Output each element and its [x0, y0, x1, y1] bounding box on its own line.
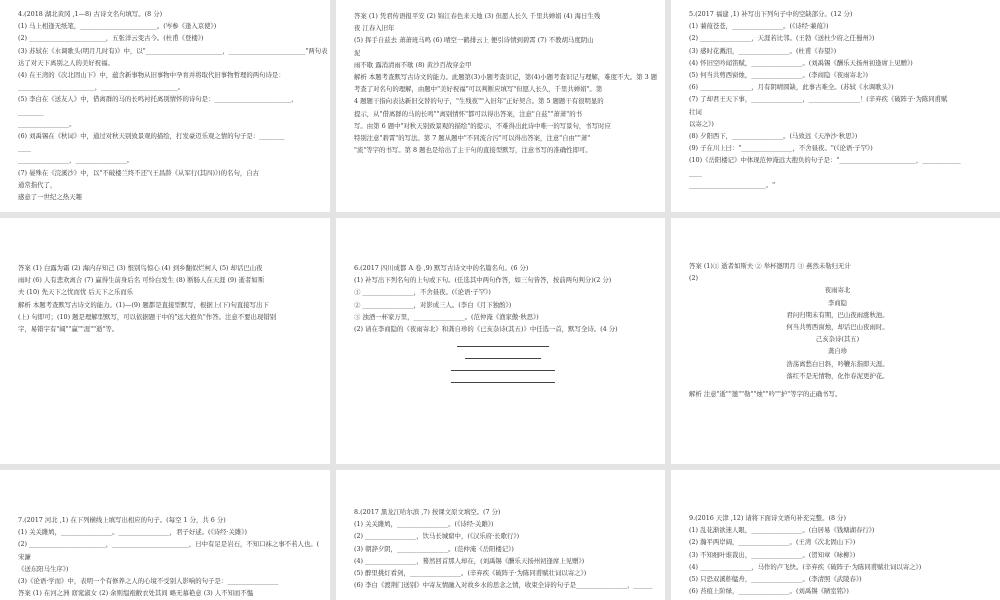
- poem-title: 夜雨寄北: [824, 286, 851, 295]
- question-item: (2) ________________，饮马长城窟中，(《汉乐府·长歌行》): [354, 532, 520, 541]
- answer-line: [451, 359, 555, 371]
- question-item: ____: [18, 144, 31, 153]
- question-item: (6) ________________，月有阴晴圆缺，此事古难全。(苏轼《水调歌头》): [689, 83, 894, 92]
- question-item: (5) 醉里挑灯看剑，________________。(辛弃疾《破阵子·为陈同甫赋壮词以寄之》): [354, 569, 587, 578]
- explanation-text: 字，易错字有"阔""赢""涯""逝"等。: [18, 325, 119, 334]
- question-item: (6) 刘禹锡在《秋词》中，通过对秋天别致景观的描绘，打发豪迈乐观之情的句子是：________: [18, 132, 285, 141]
- question-item: (3) 朝辞夕阴，________________。(范仲淹《岳阳楼记》): [354, 544, 514, 553]
- question-item: ________________，________________。: [18, 156, 134, 165]
- question-item: (3)《论语·学而》中，表明一个有修养之人的心境不受别人影响的句子是：________________: [18, 577, 279, 586]
- question-item: ② ________________，对影成三人。(李白《月下独酌》): [354, 300, 512, 309]
- question-title: 9.(2016 天津 ,12) 请将下面诗文语句补充完整。(8 分): [689, 514, 846, 522]
- question-item: (8) 夕阳西下，________________。(马致远《天净沙·秋思》): [689, 132, 858, 141]
- answer-text: 夜 江春入旧年: [354, 24, 395, 33]
- panel-question-8: [336, 470, 665, 600]
- explanation-text: 特别注意"碧霄"的写法。第 7 题从题中"不同流合污"可以得出答案，注意"自由""萧": [354, 134, 591, 143]
- answer-line: [451, 371, 555, 383]
- question-item: 感意了一世纪之热天趣: [18, 193, 82, 202]
- panel-question-6: [336, 218, 665, 464]
- question-item: (1) 关关雎鸠，________________。________________，君子好逑。(《诗经·关雎》): [18, 528, 247, 537]
- question-item: 《送东阳马生序》): [18, 564, 69, 573]
- question-item: (5) 何当共剪西窗烛，________________。(李商隐《夜雨寄北》): [689, 71, 869, 80]
- question-item: (7) 了却君王天下事，________________，________________！(辛弃疾《破阵子·为陈同甫赋: [689, 95, 948, 104]
- question-item: (3) 感时花溅泪，________________。(杜甫《春望》): [689, 46, 837, 55]
- answer-text: 雨不歇 露消清雨不歇 (8) 黄沙百战穿金甲: [354, 60, 472, 69]
- answer-line: [457, 335, 549, 347]
- question-item: ① ________________，不舍昼夜。(《论语·子罕》): [354, 288, 491, 297]
- answer-text: 雨时 (6) 人有悲欢离合 (7) 赢得生前身后名 可怜白发生 (8) 断肠人在天涯 (9) 逝者如斯: [18, 276, 265, 285]
- explanation-text: 写。由第 6 题中"对秋天别致景观的描绘"的提示，不难得出此诗中唯一的写景句，书写时应: [354, 121, 611, 130]
- answer-text: 泥: [354, 48, 361, 57]
- question-item: (7) 晏殊在《浣溪沙》中，以"不破楼兰终不还"(王昌龄《从军行(其四)》)的名句，自古: [18, 168, 260, 177]
- question-item: (1) 蒹葭苍苍，________________。(《诗经·蒹葭》): [689, 22, 829, 31]
- question-title: 8.(2017 黑龙江哈尔滨 ,7) 按课文原文填空。(7 分): [354, 508, 501, 516]
- question-item: (3) 不知细叶谁裁出，________________。(贺知章《咏柳》): [689, 550, 856, 559]
- question-item: (9) 子在川上曰："________________，不舍昼夜。"(《论语·子罕》): [689, 144, 873, 153]
- question-item: (6) 苔痕上阶绿，________________。(刘禹锡《陋室铭》): [689, 587, 849, 596]
- question-item: ____: [689, 168, 702, 177]
- explanation-text: 考查了对名句的理解，由题中"美好祝福"可以判断应填写"但愿人长久，千里共婵娟"。第: [354, 85, 603, 94]
- question-title: 6.(2017 四川成都 A 卷 ,9) 默写古诗文中的名篇名句。(6 分): [354, 264, 529, 272]
- question-item: (6) 李白《渡荆门送别》中寄友情融入对故乡水的思念之情，收束全诗的句子是________________，______: [354, 581, 653, 590]
- panel-question-4: [0, 0, 330, 212]
- question-item: (1) 补写出下列名句的上句或下句。(任选其中两句作答，如三句皆答，按前两句判分)(2 分): [354, 276, 612, 285]
- poem-author: 李商隐: [827, 298, 848, 307]
- question-item: 宋濂: [18, 552, 31, 561]
- question-item: 壮词: [689, 107, 702, 116]
- poem-author: 龚自珍: [827, 347, 848, 356]
- question-title: 7.(2017 河北 ,1) 在下列横线上填写出相应的句子。(每空 1 分，共 6 分): [18, 516, 226, 524]
- poem-verse: 浩荡离愁白日斜，吟鞭东指即天涯。: [786, 359, 889, 368]
- question-item: (10)《岳阳楼记》中体现范仲淹远大抱负的句子是："________________________，____________: [689, 156, 961, 165]
- question-item: (2) ________________________，五张洋云变古今。(杜甫《登楼》): [18, 34, 204, 43]
- question-item: ________________________。": [689, 180, 776, 189]
- panel-answer-6: [671, 218, 1000, 464]
- panel-question-5: [671, 0, 1000, 212]
- panel-answer-5: [0, 218, 330, 464]
- question-item: 达了对天下离别之人的美好祝福。: [18, 58, 114, 67]
- answer-text: (2): [689, 274, 699, 283]
- panel-question-7: [0, 470, 330, 600]
- poem-verse: 落红不是无情物，化作春泥更护花。: [786, 371, 889, 380]
- poem-verse: 君问归期未有期，巴山夜雨涨秋池。: [786, 310, 889, 319]
- explanation-text: 解析 本题考查默写古诗文的能力。(1)—(9) 题都是直接型默写，根据上(下)句直接写出下: [18, 300, 269, 309]
- answer-line: [465, 347, 541, 359]
- question-item: 通常指代了，: [18, 180, 57, 189]
- question-item: (2) 瀚平两岸阔，________________。(王湾《次北固山下》): [689, 538, 856, 547]
- answer-text: 答案 (1) 白露为霜 (2) 海内存知己 (3) 恨别鸟惊心 (4) 到乡翻似烂柯人 (5) 却话巴山夜: [18, 264, 263, 272]
- question-item: 以寄之》): [689, 119, 714, 128]
- question-item: (1) 关关雎鸠，________________。(《诗经·关雎》): [354, 520, 494, 529]
- explanation-text: 4 题题干指向表达新旧交替的句子，"生残夜""入旧年"正好契合。第 5 题题干有很明显的: [354, 97, 604, 106]
- question-item: (4) ________________，蓦然回首那人却在，(刘禹锡《酬乐天扬州初逢席上见赠》): [354, 556, 585, 565]
- panel-answer-4: [336, 0, 665, 212]
- question-item: ________________________，________________________。: [18, 83, 185, 92]
- answer-text: 答案 (1) 在河之洲 窈窕淑女 (2) 余则缊袍敝衣处其间 略无慕艳意 (3) 人不知而不愠: [18, 589, 254, 598]
- question-item: ③ 浊酒一杯家万里，________________。(范仲淹《渔家傲·秋思》): [354, 312, 539, 321]
- question-item: (3) 苏轼在《水调歌头(明月几时有)》中，以"________________________，________________________"两句表: [18, 46, 328, 55]
- explanation-text: 解析 本题考查默写古诗文的能力。此题第(3)小题考查识记，第(4)小题考查识记与理解，难度不大。第 3 题: [354, 73, 658, 82]
- answer-text: 夫 (10) 先天下之忧而忧 后天下之乐而乐: [18, 288, 134, 297]
- question-item: (4) ________________，马作的卢飞快。(辛弃疾《破阵子·为陈同甫赋壮词以寄之》): [689, 562, 922, 571]
- answer-text: (5) 挥手自兹去 萧萧班马鸣 (6) 晴空一鹤排云上 便引诗情到碧霄 (7) 不教胡马度阴山: [354, 36, 594, 45]
- explanation-text: (上) 句即可；(10) 题是理解型默写，可以依据题干中的"远大抱负"作答。注意不要出现错别: [18, 312, 277, 321]
- question-item: (2) ________________，天涯若比邻。(王勃《送杜少府之任蜀州》): [689, 34, 875, 43]
- question-item: ________________。: [18, 119, 76, 128]
- question-item: (4) 怀旧空吟闻笛赋，________________。(刘禹锡《酬乐天扬州初逢席上见赠》): [689, 58, 913, 67]
- question-item: (1) 马上相逢无纸笔，________________________。(岑参《逢入京使》): [18, 22, 217, 31]
- question-item: (2) 请在李商隐的《夜雨寄北》和龚自珍的《已亥杂诗(其五)》中任选一首，默写全诗。(4 分): [354, 325, 618, 334]
- answer-text: 答案 (1)① 逝者如斯夫 ② 举杯邀明月 ③ 燕然未勒归无计: [689, 262, 851, 270]
- question-item: (1) 乱花渐欲迷人眼，________________。(白居易《钱塘湖春行》): [689, 526, 875, 535]
- question-item: (5) 李白在《送友人》中，借离群的马的长鸣衬托离别情怀的诗句是：________________________，: [18, 95, 298, 104]
- answer-text: 答案 (1) 凭君传语报平安 (2) 锦江春色来天地 (3) 但愿人长久 千里共婵娟 (4) 海日生残: [354, 12, 601, 20]
- explanation-text: 解析 注意"逝""邀""勒""烛""吟""护"等字的正确书写。: [689, 390, 842, 399]
- question-item: (5) 只恐双溪舴艋舟，________________。(李清照《武陵春》): [689, 575, 862, 584]
- question-title: 5.(2017 福建 ,1) 补写出下列句子中的空缺部分。(12 分): [689, 10, 853, 18]
- question-item: (2) ________________________，________________________，日中有足是岩石，不知口袜之事不若人也。(: [18, 540, 320, 549]
- poem-title: 己亥杂诗(其五): [815, 335, 860, 344]
- panel-question-9: [671, 470, 1000, 600]
- poem-verse: 何当共剪西窗烛，却话巴山夜雨时。: [786, 323, 889, 332]
- question-item: ________: [18, 107, 44, 116]
- question-title: 4.(2018 湖北黄冈 ,1—8) 古诗文名句填写。(8 分): [18, 10, 163, 18]
- explanation-text: "流"等字的书写。第 8 题也是给出了主干句的直接型默写，注意书写的准确性即可。: [354, 146, 592, 155]
- explanation-text: 提示，从"借离群的马的长鸣""离别情怀"都可以得出答案，注意"自兹""萧萧"的书: [354, 109, 583, 118]
- question-item: (4) 在王湾的《次北固山下》中，蕴含新事物从旧事物中孕育并将取代旧事物哲理的两句诗是：: [18, 71, 285, 80]
